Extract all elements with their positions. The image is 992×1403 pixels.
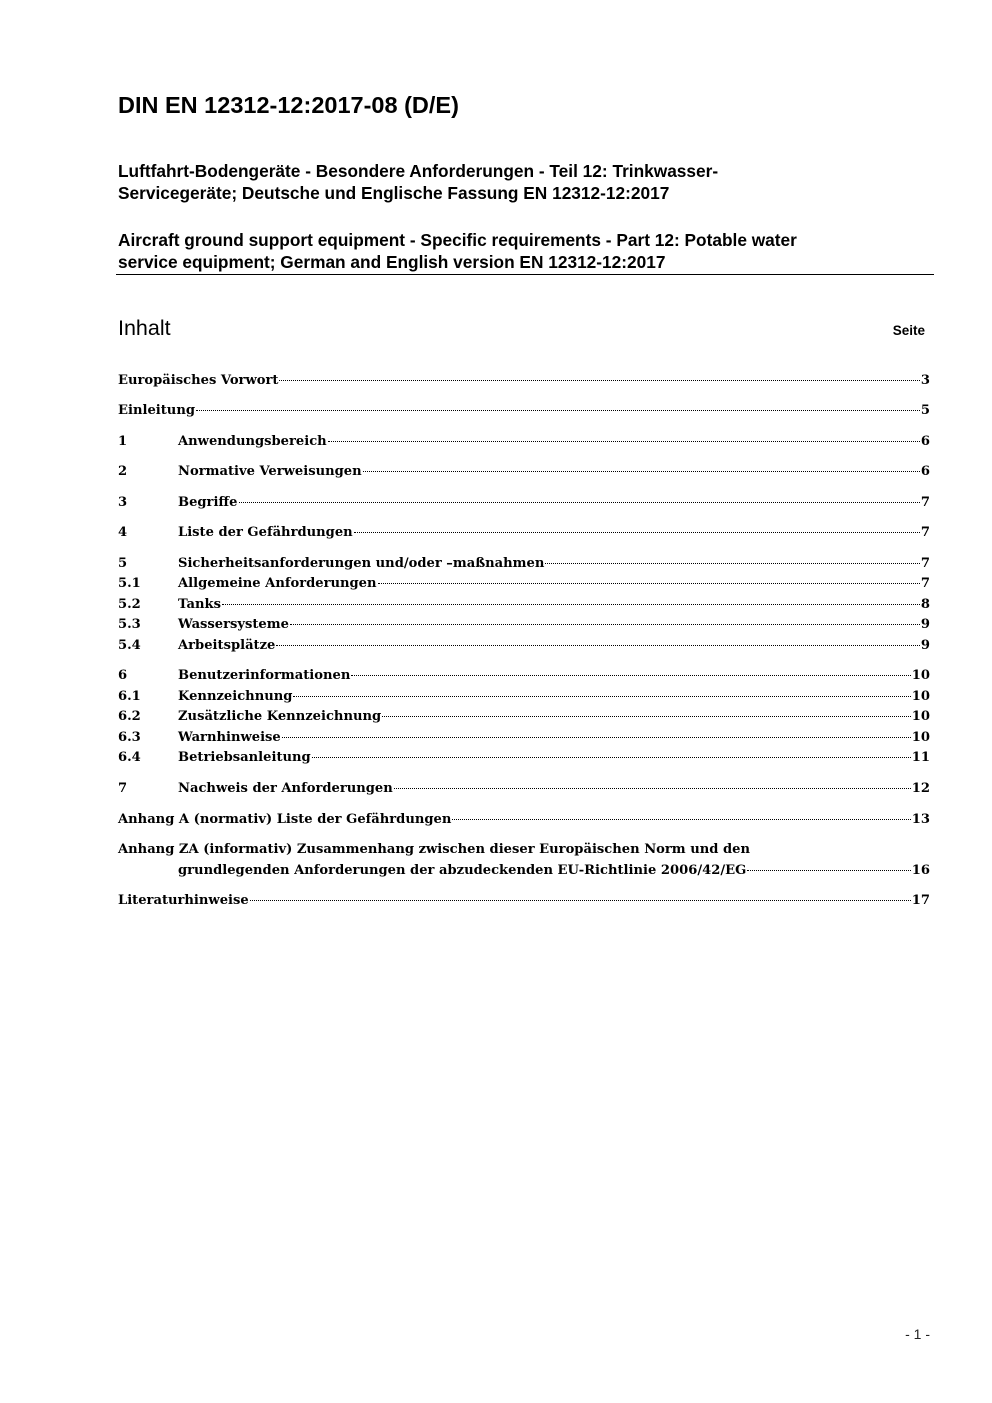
toc-entry-number: 6.4 [118, 750, 141, 765]
toc-entry-number: 5.2 [118, 597, 141, 612]
toc-leader-dots [363, 471, 920, 472]
toc-leader-dots [382, 716, 911, 717]
toc-entry-page: 3 [920, 373, 930, 388]
toc-entry-label: Allgemeine Anforderungen [178, 576, 377, 591]
subtitle-german-line-2: Servicegeräte; Deutsche und Englische Fassung EN 12312-12:2017 [118, 183, 670, 203]
toc-entry-page: 13 [911, 812, 930, 827]
toc-entry-label: Tanks [178, 597, 221, 612]
toc-entry-label: Wassersysteme [178, 617, 289, 632]
toc-entry-page: 7 [920, 556, 930, 571]
toc-entry-number: 3 [118, 495, 128, 510]
toc-leader-dots [222, 604, 920, 605]
toc-entry-label: Einleitung [118, 403, 195, 418]
toc-entry-number: 5 [118, 556, 128, 571]
toc-entry-page: 10 [911, 730, 930, 745]
toc-entry[interactable] [118, 595, 930, 615]
toc-leader-dots [293, 696, 910, 697]
toc-entry-page: 10 [911, 709, 930, 724]
toc-leader-dots [290, 624, 920, 625]
toc-entry-page: 16 [911, 863, 930, 878]
toc-entry-page: 12 [911, 781, 930, 796]
toc-entry-page: 8 [920, 597, 930, 612]
toc-leader-dots [545, 563, 920, 564]
toc-entry-label: Literaturhinweise [118, 893, 249, 908]
toc-entry-number: 5.1 [118, 576, 141, 591]
subtitle-german-line-1: Luftfahrt-Bodengeräte - Besondere Anforderungen - Teil 12: Trinkwasser- [118, 161, 719, 181]
toc-entry-page: 9 [920, 617, 930, 632]
toc-leader-dots [312, 757, 911, 758]
toc-entry[interactable] [118, 615, 930, 635]
toc-entry[interactable] [118, 810, 930, 830]
subtitle-english [118, 229, 797, 273]
toc-entry-label: Arbeitsplätze [178, 638, 276, 653]
toc-entry-number: 7 [118, 781, 128, 796]
toc-entry-number: 6.3 [118, 730, 141, 745]
subtitle-english-line-2: service equipment; German and English version EN 12312-12:2017 [118, 252, 666, 272]
toc-entry-number: 6.2 [118, 709, 141, 724]
toc-entry-page: 9 [920, 638, 930, 653]
toc-entry-label: Anhang A (normativ) Liste der Gefährdungen [118, 812, 452, 827]
toc-leader-dots [279, 380, 919, 381]
toc-entry[interactable] [118, 574, 930, 594]
toc-entry[interactable] [118, 728, 930, 748]
toc-entry-page: 10 [911, 689, 930, 704]
toc-entry-label: Sicherheitsanforderungen und/oder –maßnahmen [178, 556, 545, 571]
toc-leader-dots [276, 645, 920, 646]
toc-leader-dots [196, 410, 920, 411]
toc-entry-label: Begriffe [178, 495, 238, 510]
toc-entry[interactable] [118, 666, 930, 686]
toc-entry[interactable] [118, 523, 930, 543]
toc-entry-page: 6 [920, 464, 930, 479]
toc-leader-dots [250, 900, 911, 901]
toc-entry[interactable] [118, 371, 930, 391]
toc-entry-page: 7 [920, 576, 930, 591]
toc-entry-label: Betriebsanleitung [178, 750, 311, 765]
toc-entry[interactable] [118, 687, 930, 707]
title-divider [116, 274, 934, 275]
toc-entry[interactable] [118, 554, 930, 574]
toc-entry-page: 10 [911, 668, 930, 683]
toc-entry-page: 5 [920, 403, 930, 418]
toc-entry-number: 6 [118, 668, 128, 683]
toc-entry-label: Anwendungsbereich [178, 434, 327, 449]
toc-entry-number: 5.3 [118, 617, 141, 632]
subtitle-german [118, 160, 718, 204]
toc-entry[interactable] [118, 840, 930, 860]
toc-entry[interactable] [118, 432, 930, 452]
toc-heading: Inhalt [118, 316, 171, 340]
page-number: - 1 - [905, 1326, 930, 1342]
toc-leader-dots [452, 819, 910, 820]
toc-entry-label: Europäisches Vorwort [118, 373, 279, 388]
toc-entry[interactable] [118, 462, 930, 482]
toc-entry-page: 11 [911, 750, 930, 765]
subtitle-english-line-1: Aircraft ground support equipment - Specific requirements - Part 12: Potable water [118, 230, 797, 250]
toc-entry-number: 1 [118, 434, 128, 449]
toc-entry[interactable] [118, 707, 930, 727]
toc-entry-number: 4 [118, 525, 128, 540]
toc-entry-label: Zusätzliche Kennzeichnung [178, 709, 382, 724]
toc-entry-label: Warnhinweise [178, 730, 281, 745]
toc-leader-dots [351, 675, 910, 676]
toc-entry-label: Kennzeichnung [178, 689, 293, 704]
toc-entry-page: 17 [911, 893, 930, 908]
toc-entry-page: 7 [920, 495, 930, 510]
toc-entry-page: 7 [920, 525, 930, 540]
toc-entry-label: Liste der Gefährdungen [178, 525, 353, 540]
toc-entry-number: 2 [118, 464, 128, 479]
toc-leader-dots [282, 737, 911, 738]
toc-leader-dots [378, 583, 920, 584]
toc-leader-dots [354, 532, 920, 533]
toc-leader-dots [394, 788, 911, 789]
toc-entry-label: grundlegenden Anforderungen der abzudeckenden EU-Richtlinie 2006/42/EG [178, 863, 747, 878]
document-title: DIN EN 12312-12:2017-08 (D/E) [118, 92, 459, 118]
toc-leader-dots [239, 502, 920, 503]
toc-entry-label: Anhang ZA (informativ) Zusammenhang zwischen dieser Europäischen Norm und den [118, 842, 750, 857]
toc-entry[interactable] [118, 779, 930, 799]
toc-entry-label: Benutzerinformationen [178, 668, 351, 683]
toc-entry-continuation[interactable] [118, 861, 930, 881]
toc-entry-label: Nachweis der Anforderungen [178, 781, 393, 796]
toc-entry-label: Normative Verweisungen [178, 464, 362, 479]
toc-entry-number: 6.1 [118, 689, 141, 704]
toc-entry[interactable] [118, 636, 930, 656]
toc-entry[interactable] [118, 748, 930, 768]
toc-entry-number: 5.4 [118, 638, 141, 653]
toc-entry[interactable] [118, 401, 930, 421]
toc-entry-page: 6 [920, 434, 930, 449]
toc-page-column-label: Seite [892, 323, 925, 338]
toc-leader-dots [328, 441, 920, 442]
toc-entry[interactable] [118, 493, 930, 513]
toc-leader-dots [747, 870, 911, 871]
toc-entry[interactable] [118, 891, 930, 911]
